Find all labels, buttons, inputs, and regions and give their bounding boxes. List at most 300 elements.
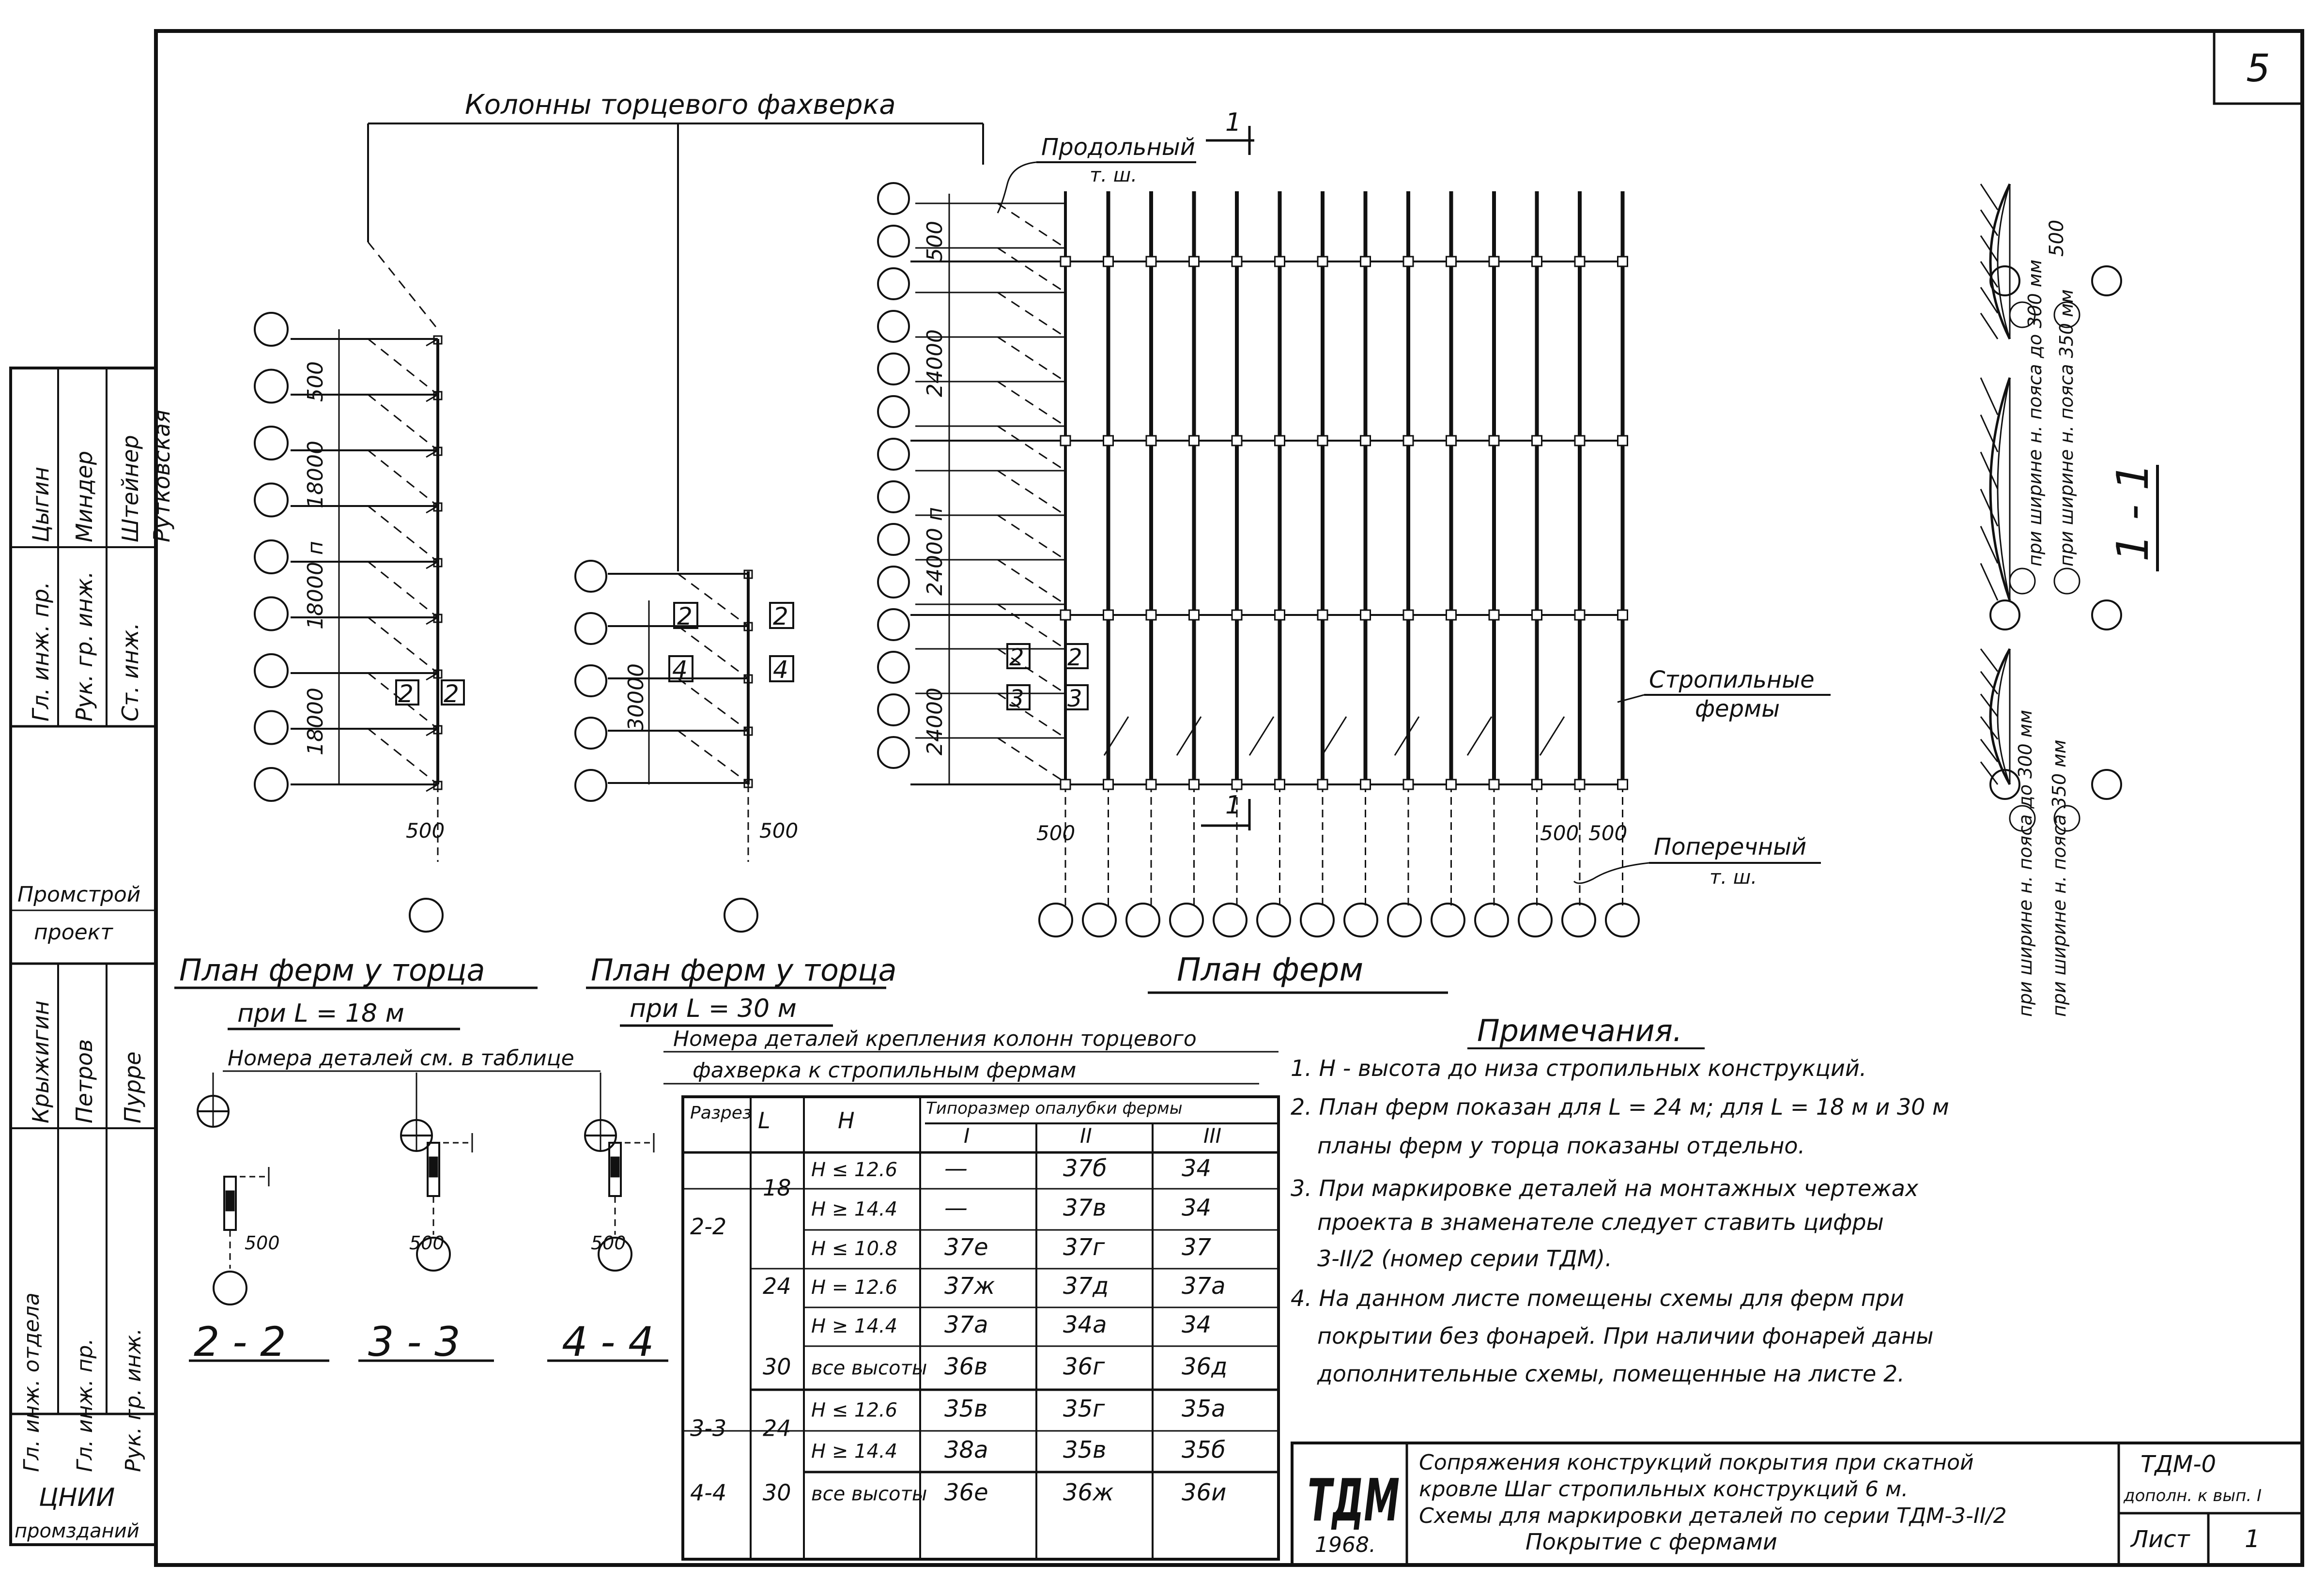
main-end-brace (998, 337, 1065, 382)
plan30-subtitle: при L = 30 м (630, 994, 797, 1023)
table-cell-value: 36ж (1063, 1479, 1114, 1506)
title-block (1292, 1443, 2302, 1565)
section-truss-web (1981, 236, 1998, 261)
plan30-brace (678, 626, 748, 678)
main-bottom-column-circle (1083, 904, 1116, 936)
main-plan-left-circles (878, 183, 909, 768)
main-dim-500-left: 500 (1036, 821, 1076, 845)
main-dim-500-right-a: 500 (1540, 821, 1579, 845)
plan18-cut-2b: 2 (444, 680, 459, 708)
main-end-brace (998, 738, 1065, 783)
plan30-brace (678, 731, 748, 783)
truss-node (1403, 780, 1413, 789)
note-line-9: дополнительные схемы, помещенные на листе 2. (1317, 1361, 1905, 1387)
end-framing-columns-header (368, 89, 983, 571)
stamp-top-name-2: Миндер (71, 451, 97, 542)
main-bottom-column-circle (1344, 904, 1377, 936)
main-end-brace (998, 604, 1065, 649)
main-left-column-circle (878, 396, 909, 427)
table-cell-height: все высоты (811, 1483, 927, 1505)
plan30-column-circle (575, 665, 606, 696)
plan18-column-circle (255, 768, 288, 801)
truss-node (1489, 436, 1499, 445)
plan18-tick (426, 617, 438, 624)
plan18-column-circle (255, 711, 288, 744)
truss-node (1061, 610, 1070, 620)
main-bottom-column-circle (1562, 904, 1595, 936)
transverse-joint-label: Поперечный (1654, 833, 1807, 860)
main-left-column-circle (878, 737, 909, 768)
table-cell-cut: 3-3 (690, 1415, 727, 1442)
table-cell-value: 37г (1063, 1234, 1105, 1261)
plan18-brace (368, 729, 438, 784)
truss-node (1532, 780, 1542, 789)
section-note-bottom-2: при ширине н. пояса 350 мм (2049, 739, 2070, 1017)
plan18-brace (368, 339, 438, 395)
detail-axis-circle (214, 1272, 247, 1304)
section-truss-chord (1990, 184, 2010, 339)
main-plan-title: План ферм (1177, 951, 1364, 988)
truss-node (1104, 780, 1113, 789)
plan18-dim-500-bottom: 500 (406, 819, 445, 843)
plan30-cut-2a: 2 (677, 602, 693, 630)
section-note-1: при ширине н. пояса до 300 мм (2024, 259, 2046, 567)
section-label: 1 - 1 (2108, 462, 2158, 562)
truss-node (1618, 610, 1628, 620)
stamp-bottom-role-2: Гл. инж. пр. (73, 1338, 97, 1472)
truss-node (1489, 780, 1499, 789)
truss-node (1104, 610, 1113, 620)
sheet-code-sub: дополн. к вып. I (2124, 1486, 2262, 1505)
plan30-dim-500-bottom: 500 (759, 819, 799, 843)
table-header-cut: Разрез (690, 1103, 752, 1123)
table-cell-height: H ≥ 14.4 (811, 1440, 898, 1463)
truss-node (1189, 436, 1199, 445)
notes (1291, 1013, 1949, 1387)
rafter-trusses-label-2: фермы (1695, 695, 1780, 722)
main-left-column-circle (878, 353, 909, 384)
plan30-cut-4a: 4 (672, 656, 688, 684)
note-line-1: 1. Н - высота до низа стропильных конструкций. (1291, 1055, 1867, 1081)
table-cell-value: 37а (1182, 1273, 1226, 1300)
stamp-bottom-name-2: Петров (71, 1039, 97, 1123)
table-header-height: H (838, 1107, 855, 1134)
section-truss-web (1981, 313, 1998, 339)
stamp-top-role-3: Ст. инж. (117, 622, 143, 721)
truss-node (1318, 610, 1327, 620)
truss-node (1275, 257, 1285, 266)
truss-node (1318, 780, 1327, 789)
table-cell-height: H ≤ 12.6 (811, 1158, 898, 1181)
truss-node (1618, 780, 1628, 789)
section-truss-web (1981, 489, 1998, 526)
detail-label-3-3: 3 - 3 (368, 1318, 461, 1366)
table-cell-value: 34 (1182, 1311, 1212, 1338)
truss-node (1403, 257, 1413, 266)
sheet-title-1: Сопряжения конструкций покрытия при скатной (1419, 1450, 1974, 1475)
main-bottom-column-circle (1519, 904, 1552, 936)
detail-dim-500-c: 500 (591, 1232, 626, 1254)
table-cell-value: 36е (944, 1479, 988, 1506)
table-header-col-2: II (1080, 1124, 1092, 1148)
plan30-column-circle (575, 561, 606, 592)
main-cut-2b: 2 (1067, 644, 1082, 671)
main-left-column-circle (878, 268, 909, 299)
main-bottom-column-circle (1039, 904, 1072, 936)
transverse-joint-sub: т. ш. (1710, 866, 1757, 889)
main-left-column-circle (878, 439, 909, 470)
main-hatch (1322, 717, 1346, 755)
detail-dim-500-b: 500 (409, 1232, 445, 1254)
plan18-dim-18000n: 18000 п (303, 541, 328, 629)
sheet-code: ТДМ-0 (2141, 1451, 2217, 1478)
truss-node (1532, 610, 1542, 620)
table-cell-span: 30 (763, 1353, 791, 1380)
truss-node (1532, 257, 1542, 266)
plan30-cut-4b: 4 (773, 656, 788, 684)
main-left-column-circle (878, 694, 909, 725)
main-left-column-circle (878, 183, 909, 214)
sheet-title-4: Покрытие с фермами (1525, 1529, 1777, 1555)
main-end-brace (998, 203, 1065, 248)
section-truss-web (1981, 649, 1998, 672)
plan30-title: План ферм у торца (591, 952, 897, 988)
longitudinal-joint-label: Продольный (1041, 134, 1195, 161)
section-dim-500: 500 (2046, 219, 2068, 257)
truss-node (1618, 257, 1628, 266)
section-truss-web (1981, 261, 1998, 287)
main-truss-plan (878, 108, 1831, 993)
plan18-column-circle (255, 427, 288, 460)
detail-table (663, 1027, 1279, 1559)
section-truss-chord (1990, 649, 2010, 784)
truss-node (1361, 610, 1371, 620)
stamp-top-role-2: Рук. гр. инж. (71, 571, 97, 721)
plan18-tick (426, 562, 438, 568)
truss-node (1232, 780, 1242, 789)
main-bottom-column-circle (1606, 904, 1639, 936)
stamp-top-org-1: Промстрой (17, 882, 141, 907)
plan-30m (575, 561, 896, 1026)
plan18-column-circles (255, 313, 288, 801)
truss-node (1447, 780, 1456, 789)
detail-label-4-4: 4 - 4 (562, 1318, 654, 1366)
plan18-column-circle (255, 598, 288, 630)
plan18-column-circle (255, 313, 288, 346)
main-bottom-column-circle (1257, 904, 1290, 936)
header-columns-label: Колонны торцевого фахверка (465, 89, 896, 121)
stamp-top-name-1: Цыгин (28, 466, 54, 542)
longitudinal-joint-sub: т. ш. (1090, 164, 1138, 186)
left-stamp (11, 368, 175, 1545)
detail-nodes (198, 1073, 654, 1304)
truss-node (1575, 436, 1585, 445)
main-hatch (1540, 717, 1564, 755)
plan18-tick (426, 729, 438, 736)
table-cell-value: 37д (1063, 1273, 1109, 1300)
note-line-4: 3. При маркировке деталей на монтажных чертежах (1291, 1175, 1919, 1201)
series-logo: ТДМ (1308, 1467, 1400, 1535)
table-cell-span: 24 (763, 1415, 791, 1442)
details-note: Номера деталей см. в таблице (228, 1046, 574, 1071)
truss-node (1447, 436, 1456, 445)
sheet-title-3: Схемы для маркировки деталей по серии ТДМ-3-II/2 (1419, 1504, 2007, 1528)
section-mark-top: 1 (1225, 108, 1242, 137)
note-line-7: 4. На данном листе помещены схемы для ферм при (1291, 1285, 1904, 1311)
note-line-8: покрытии без фонарей. При наличии фонарей даны (1317, 1323, 1934, 1349)
note-line-5: проекта в знаменателе следует ставить цифры (1317, 1209, 1884, 1235)
main-dim-500-right-b: 500 (1588, 821, 1628, 845)
stamp-top-org-2: проект (34, 920, 113, 945)
truss-node (1146, 610, 1156, 620)
truss-node (1447, 257, 1456, 266)
main-cut-2a: 2 (1009, 644, 1024, 671)
main-bottom-column-circle (1301, 904, 1334, 936)
truss-node (1104, 257, 1113, 266)
table-cell-value: 34 (1182, 1194, 1212, 1222)
section-truss-web (1981, 563, 1998, 600)
main-end-brace (998, 382, 1065, 426)
table-cell-value: 36д (1182, 1353, 1228, 1381)
stamp-bottom-name-1: Крыжигин (28, 1000, 54, 1123)
main-left-column-circle (878, 481, 909, 512)
table-cell-span: 24 (763, 1273, 791, 1299)
main-left-column-circle (878, 567, 909, 598)
table-header-group: Типоразмер опалубки фермы (926, 1099, 1183, 1118)
plan18-tick (426, 450, 438, 457)
table-cell-value: 37а (944, 1311, 988, 1338)
table-cell-value: 36г (1063, 1353, 1105, 1381)
detail-plate (611, 1157, 619, 1177)
note-line-2: 2. План ферм показан для L = 24 м; для L = 18 м и 30 м (1291, 1094, 1949, 1120)
main-hatch (1467, 717, 1492, 755)
plan18-brace (368, 450, 438, 506)
table-header-span: L (758, 1107, 770, 1134)
truss-node (1189, 610, 1199, 620)
truss-node (1061, 257, 1070, 266)
note-line-3: планы ферм у торца показаны отдельно. (1317, 1133, 1805, 1159)
main-dim-24000: 24000 (923, 329, 947, 397)
table-cell-value: 35а (1182, 1395, 1226, 1423)
table-cell-value: 34 (1182, 1154, 1212, 1182)
truss-node (1146, 780, 1156, 789)
plan18-dim-18000-b: 18000 (303, 688, 328, 755)
main-bottom-column-circle (1475, 904, 1508, 936)
stamp-bottom-org-2: промзданий (15, 1520, 139, 1542)
main-cut-3a: 3 (1009, 685, 1024, 712)
main-bottom-column-circle (1214, 904, 1247, 936)
truss-node (1575, 780, 1585, 789)
truss-node (1061, 780, 1070, 789)
plan18-column-circle (255, 654, 288, 687)
truss-node (1489, 257, 1499, 266)
table-cell-value: 34а (1063, 1311, 1107, 1338)
table-rows (690, 1155, 1227, 1506)
table-cell-value: 35б (1182, 1436, 1226, 1464)
truss-node (1275, 610, 1285, 620)
table-cell-value: 35в (1063, 1436, 1107, 1464)
table-title-1: Номера деталей крепления колонн торцевого (673, 1027, 1197, 1051)
section-truss-arcs (1981, 184, 2010, 784)
rafter-trusses-label-1: Стропильные (1649, 666, 1815, 693)
table-cell-height: H ≤ 12.6 (811, 1399, 898, 1422)
section-truss-web (1981, 378, 1998, 415)
main-left-column-circle (878, 609, 909, 640)
plan30-column-circles (575, 561, 606, 801)
plan18-column-circle (255, 540, 288, 573)
plan18-brace (368, 562, 438, 617)
truss-node (1146, 436, 1156, 445)
main-dim-500: 500 (923, 221, 947, 261)
note-line-6: 3-II/2 (номер серии ТДМ). (1317, 1245, 1612, 1272)
notes-title: Примечания. (1477, 1013, 1682, 1048)
stamp-top-name-4: Рутковская (149, 410, 175, 542)
section-truss-web (1981, 717, 1998, 739)
section-truss-web (1981, 452, 1998, 489)
table-cell-value: 37е (944, 1234, 988, 1261)
main-end-brace (998, 471, 1065, 515)
table-cell-value: 37б (1063, 1154, 1107, 1182)
truss-node (1489, 610, 1499, 620)
main-left-column-circle (878, 311, 909, 342)
main-bottom-column-circle (1126, 904, 1159, 936)
plan18-cut-2a: 2 (398, 680, 414, 708)
detail-dim-500-a: 500 (245, 1232, 280, 1254)
section-truss-web (1981, 184, 1998, 210)
main-hatch (1249, 717, 1274, 755)
truss-node (1318, 257, 1327, 266)
detail-label-2-2: 2 - 2 (194, 1318, 286, 1366)
main-bottom-column-circle (1432, 904, 1464, 936)
list-label: Лист (2131, 1526, 2190, 1553)
table-header-col-3: III (1203, 1124, 1222, 1148)
main-dim-24000-b: 24000 (923, 688, 947, 755)
main-hatch (1177, 717, 1201, 755)
table-cell-value: — (944, 1194, 968, 1222)
stamp-top-role-1: Гл. инж. пр. (28, 582, 54, 721)
detail-plate (430, 1157, 437, 1177)
table-cell-span: 18 (763, 1174, 791, 1201)
main-end-brace (998, 426, 1065, 471)
truss-node (1189, 257, 1199, 266)
plan18-column-circle (255, 370, 288, 403)
table-cell-value: 37ж (944, 1273, 995, 1300)
main-left-column-circle (878, 652, 909, 683)
stamp-bottom-name-3: Пурре (120, 1051, 146, 1123)
plan18-brace (368, 506, 438, 562)
truss-node (1275, 780, 1285, 789)
truss-node (1104, 436, 1113, 445)
truss-node (1403, 610, 1413, 620)
rafter-truss-grid (910, 191, 1628, 910)
section-truss-web (1981, 694, 1998, 717)
plan18-dim-500: 500 (303, 361, 328, 402)
plan18-subtitle: при L = 18 м (237, 999, 404, 1028)
details (189, 1046, 668, 1366)
table-title-2: фахверка к стропильным фермам (693, 1058, 1077, 1083)
table-cell-value: 37 (1182, 1234, 1212, 1261)
truss-node (1361, 780, 1371, 789)
plan30-column-circle (575, 770, 606, 801)
main-bottom-column-circle (1388, 904, 1421, 936)
truss-node (1232, 610, 1242, 620)
plan30-dim-30000: 30000 (624, 663, 648, 731)
truss-node (1275, 436, 1285, 445)
section-1-1 (1981, 184, 2158, 1017)
plan18-tick (426, 395, 438, 401)
table-cell-value: 35г (1063, 1395, 1105, 1423)
stamp-bottom-role-3: Рук. гр. инж. (121, 1328, 146, 1472)
truss-node (1361, 257, 1371, 266)
table-cell-height: H ≥ 14.4 (811, 1315, 898, 1337)
plan18-brace (368, 617, 438, 673)
main-left-column-circle (878, 226, 909, 257)
table-header-col-1: I (964, 1124, 970, 1148)
table-cell-span: 30 (763, 1479, 791, 1506)
plan30-column-circle (575, 718, 606, 749)
stamp-bottom-org-1: ЦНИИ (39, 1483, 115, 1512)
section-mark-bottom: 1 (1225, 791, 1242, 820)
table-cell-value: — (944, 1154, 968, 1182)
truss-node (1232, 257, 1242, 266)
truss-node (1146, 257, 1156, 266)
plan-18m (174, 242, 538, 1029)
plan30-column-circle (575, 613, 606, 644)
sheet-year: 1968. (1315, 1533, 1376, 1557)
section-note-bottom-1: при ширине н. пояса до 300 мм (2015, 709, 2036, 1017)
stamp-bottom-role-1: Гл. инж. отдела (19, 1292, 44, 1472)
table-cell-value: 37в (1063, 1194, 1107, 1222)
main-plan-bottom-circles (1039, 904, 1639, 936)
truss-node (1575, 610, 1585, 620)
section-truss-chord (1990, 378, 2010, 600)
truss-node (1532, 436, 1542, 445)
stamp-top-name-3: Штейнер (117, 435, 143, 542)
main-end-brace (998, 292, 1065, 337)
truss-node (1575, 257, 1585, 266)
main-dim-24000n: 24000 п (923, 507, 947, 596)
main-cut-3b: 3 (1067, 685, 1082, 712)
plan18-dim-18000: 18000 (303, 441, 328, 508)
sheet-title-2: кровле Шаг стропильных конструкций 6 м. (1419, 1477, 1909, 1502)
main-left-column-circle (878, 524, 909, 555)
main-end-brace (998, 515, 1065, 560)
table-cell-height: H ≤ 10.8 (811, 1238, 898, 1260)
table-cell-value: 36и (1182, 1479, 1227, 1506)
plan30-brace (678, 678, 748, 731)
plan18-tick (426, 506, 438, 513)
table-cell-value: 38а (944, 1436, 988, 1464)
table-cell-height: H ≥ 14.4 (811, 1198, 898, 1221)
page-number: 5 (2246, 47, 2270, 91)
detail-plate (226, 1191, 234, 1211)
plan30-cut-2b: 2 (773, 602, 788, 630)
plan18-tick (426, 339, 438, 346)
table-cell-cut: 2-2 (690, 1213, 727, 1240)
list-number: 1 (2245, 1525, 2260, 1553)
table-cell-value: 36в (944, 1353, 988, 1381)
main-bottom-column-circle (1170, 904, 1203, 936)
plan18-column-circle (255, 484, 288, 517)
plan18-title: План ферм у торца (179, 952, 485, 988)
truss-node (1447, 610, 1456, 620)
truss-node (1318, 436, 1327, 445)
main-end-brace (998, 248, 1065, 292)
section-note-2: при ширине н. пояса 350 мм (2056, 289, 2077, 567)
plan18-tick (426, 673, 438, 680)
truss-node (1403, 436, 1413, 445)
truss-node (1618, 436, 1628, 445)
